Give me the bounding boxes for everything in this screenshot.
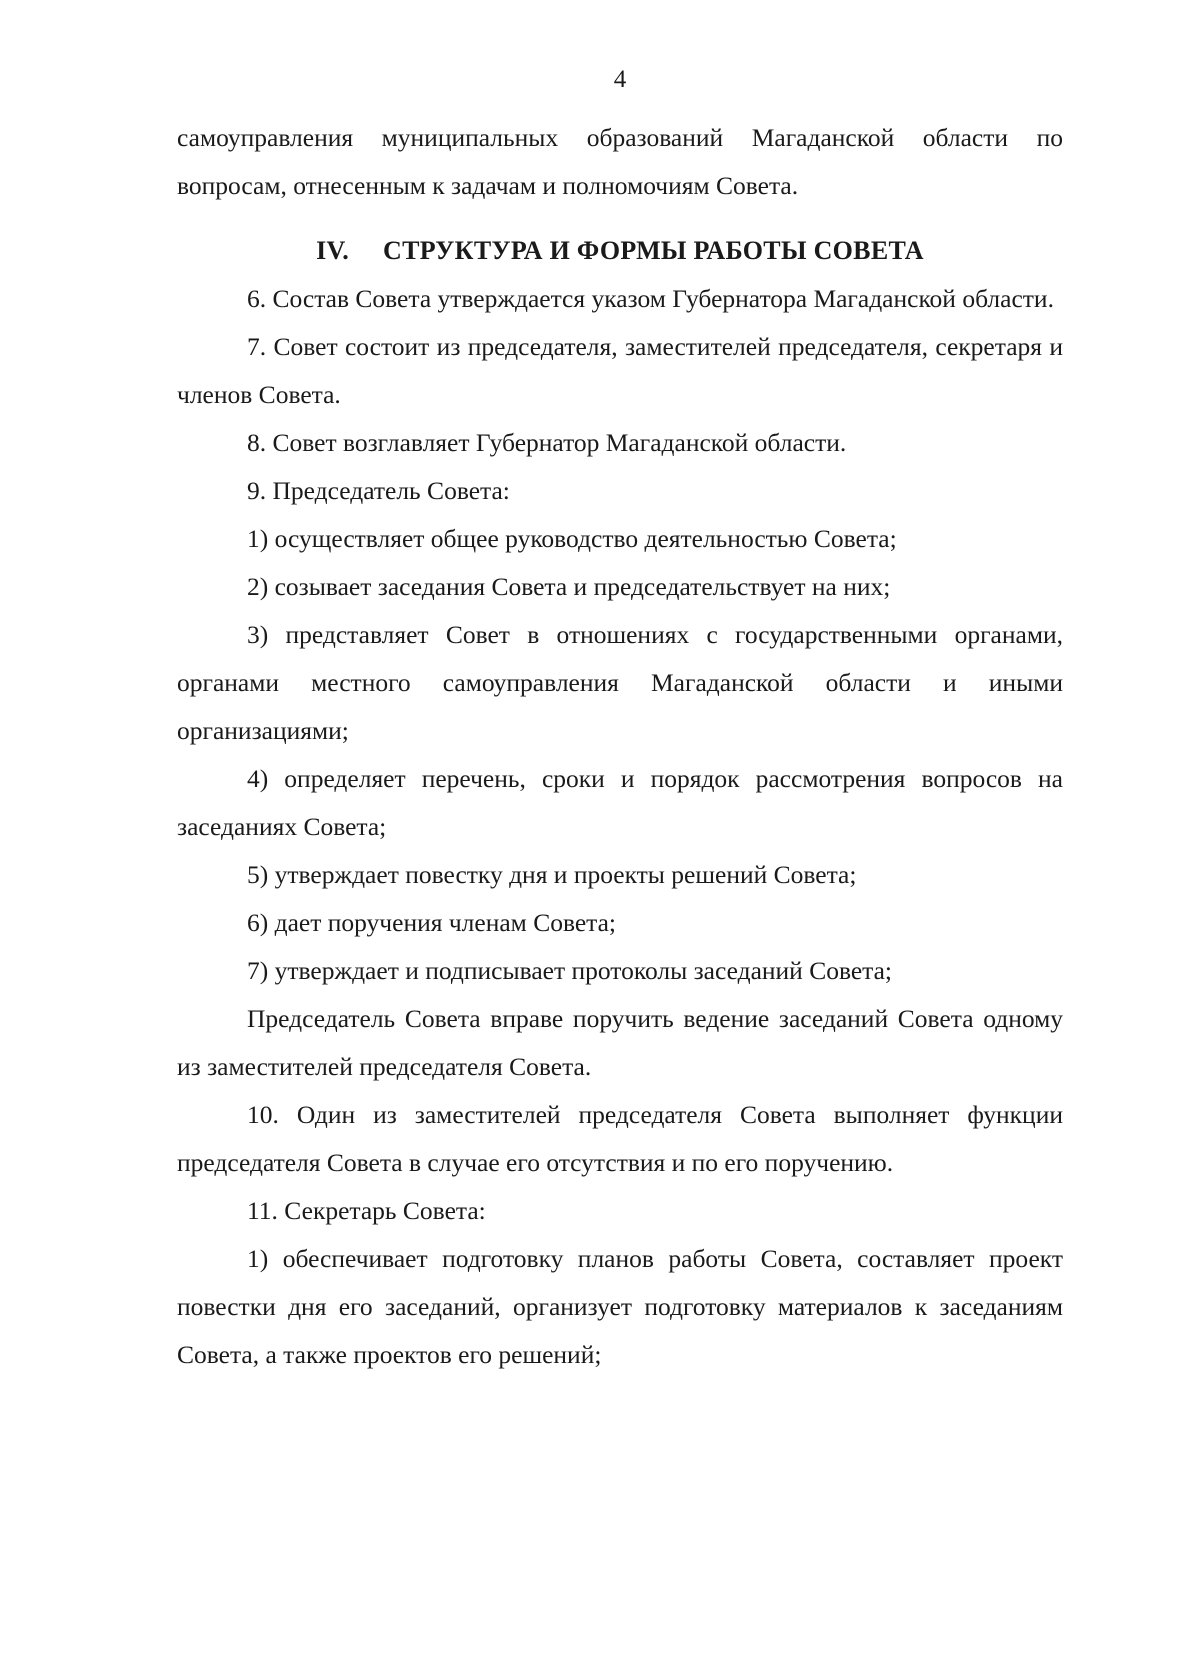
clause-8: 8. Совет возглавляет Губернатор Магаданской области. [247, 428, 847, 457]
section-heading [177, 227, 1063, 275]
section-number: IV. [316, 236, 350, 265]
clause-9-note: Председатель Совета вправе поручить ведение заседаний Совета одному из заместителей председателя Совета. [177, 1004, 1063, 1081]
clause-11-sub-1: 1) обеспечивает подготовку планов работы Совета, составляет проект повестки дня его заседаний, организует подготовку материалов к заседаниям Совета, а также проектов его решений; [177, 1244, 1063, 1369]
clause-9-sub-3: 3) представляет Совет в отношениях с государственными органами, органами местного самоуправления Магаданской области и иными организациями; [177, 620, 1063, 745]
clause-9-sub-5: 5) утверждает повестку дня и проекты решений Совета; [247, 860, 857, 889]
clause-9: 9. Председатель Совета: [247, 476, 510, 505]
clause-10: 10. Один из заместителей председателя Совета выполняет функции председателя Совета в случае его отсутствия и по его поручению. [177, 1100, 1063, 1177]
clause-11: 11. Секретарь Совета: [247, 1196, 486, 1225]
clause-9-sub-1: 1) осуществляет общее руководство деятельностью Совета; [247, 524, 897, 553]
clause-6: 6. Состав Совета утверждается указом Губернатора Магаданской области. [247, 284, 1054, 313]
section-title: СТРУКТУРА И ФОРМЫ РАБОТЫ СОВЕТА [383, 236, 924, 265]
clause-9-sub-6: 6) дает поручения членам Совета; [247, 908, 617, 937]
paragraph-continuation: самоуправления муниципальных образований Магаданской области по вопросам, отнесенным к задачам и полномочиям Совета. [177, 123, 1063, 200]
clause-7: 7. Совет состоит из председателя, заместителей председателя, секретаря и членов Совета. [177, 332, 1063, 409]
clause-9-sub-2: 2) созывает заседания Совета и председательствует на них; [247, 572, 891, 601]
page-number: 4 [613, 66, 627, 93]
document-body [177, 114, 1063, 1379]
clause-9-sub-4: 4) определяет перечень, сроки и порядок рассмотрения вопросов на заседаниях Совета; [177, 764, 1063, 841]
clause-9-sub-7: 7) утверждает и подписывает протоколы заседаний Совета; [247, 956, 893, 985]
